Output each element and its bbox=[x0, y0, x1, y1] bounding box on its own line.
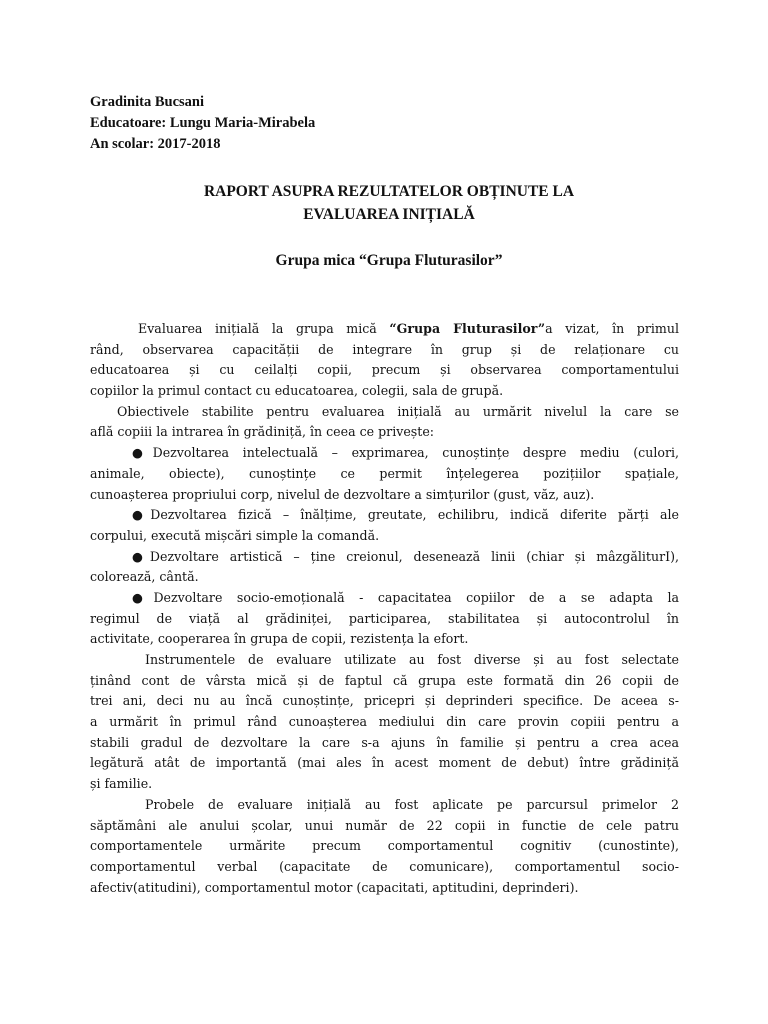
paragraph-line: educatoarea și cu ceilalți copii, precum și observarea comportamentului bbox=[90, 362, 679, 378]
bullet-item-line: colorează, cântă. bbox=[90, 569, 199, 585]
kindergarten-name: Gradinita Bucsani bbox=[90, 94, 205, 110]
report-title bbox=[90, 180, 688, 226]
paragraph-line: Instrumentele de evaluare utilizate au fost diverse și au fost selectate bbox=[145, 652, 679, 667]
bullet-item-line: ●Dezvoltarea fizică – înălțime, greutate, echilibru, indică diferite părți ale bbox=[132, 507, 679, 523]
paragraph-line: săptămâni ale anului școlar, unui număr de 22 copii in functie de cele patru bbox=[90, 817, 679, 833]
paragraph-line: trei ani, deci nu au încă cunoștințe, pricepri și deprinderi specifice. De aceea s- bbox=[90, 693, 679, 709]
report-title-line-2: EVALUAREA INIȚIALĂ bbox=[303, 206, 475, 223]
paragraph-line: a urmărit în primul rând cunoașterea mediului din care provin copiii pentru a bbox=[90, 714, 679, 730]
bullet-item-line: animale, obiecte), cunoștințe ce permit înțelegerea pozițiilor spațiale, bbox=[90, 465, 679, 481]
paragraph-line: află copiii la intrarea în grădiniță, în ceea ce privește: bbox=[90, 424, 435, 440]
text-run: Evaluarea inițială la grupa mică bbox=[138, 321, 390, 336]
bullet-item-line: regimul de viață al grădiniței, participarea, stabilitatea și autocontrolul în bbox=[90, 610, 679, 626]
paragraph-line: afectiv(atitudini), comportamentul motor (capacitati, aptitudini, deprinderi). bbox=[90, 879, 579, 895]
bullet-item-line: ●Dezvoltare artistică – ține creionul, desenează linii (chiar și mâzgăliturI), bbox=[132, 548, 679, 564]
bullet-item-line: ●Dezvoltare socio-emoțională - capacitatea copiilor de a se adapta la bbox=[132, 589, 679, 605]
paragraph-line: stabili gradul de dezvoltare la care s-a ajuns în familie și pentru a crea acea bbox=[90, 734, 679, 750]
bullet-item-line: ●Dezvoltarea intelectuală – exprimarea, cunoștințe despre mediu (culori, bbox=[132, 445, 679, 461]
group-name-bold: “Grupa Fluturasilor” bbox=[389, 321, 546, 336]
paragraph-line: legătură atât de importantă (mai ales în acest moment de debut) între grădiniță bbox=[90, 755, 679, 771]
text-run: a vizat, în primul bbox=[545, 321, 679, 336]
paragraph-line: Obiectivele stabilite pentru evaluarea inițială au urmărit nivelul la care se bbox=[117, 403, 679, 419]
bullet-item-line: activitate, cooperarea în grupa de copii, rezistența la efort. bbox=[90, 631, 469, 647]
report-title-line-1: RAPORT ASUPRA REZULTATELOR OBȚINUTE LA bbox=[203, 183, 575, 200]
paragraph-line: și familie. bbox=[90, 776, 153, 792]
document-header bbox=[90, 92, 315, 155]
school-year: An scolar: 2017-2018 bbox=[90, 136, 221, 152]
bullet-item-line: corpului, execută mișcări simple la comandă. bbox=[90, 527, 380, 543]
paragraph-line: comportamentul verbal (capacitate de comunicare), comportamentul socio- bbox=[90, 858, 679, 874]
paragraph-line: copiilor la primul contact cu educatoarea, colegii, sala de grupă. bbox=[90, 383, 504, 399]
paragraph-line: comportamentele urmărite precum comportamentul cognitiv (cunostinte), bbox=[90, 838, 679, 854]
bullet-item-line: cunoașterea propriului corp, nivelul de dezvoltare a simțurilor (gust, văz, auz). bbox=[90, 486, 595, 502]
paragraph-line bbox=[90, 319, 679, 340]
group-subtitle: Grupa mica “Grupa Fluturasilor” bbox=[275, 252, 503, 269]
report-body bbox=[90, 319, 679, 898]
paragraph-line: ținând cont de vârsta mică și de faptul că grupa este formată din 26 copii de bbox=[90, 672, 679, 688]
paragraph-line: Probele de evaluare inițială au fost aplicate pe parcursul primelor 2 bbox=[145, 796, 679, 812]
teacher-name: Educatoare: Lungu Maria-Mirabela bbox=[90, 115, 316, 131]
paragraph-line: rând, observarea capacității de integrare în grup și de relaționare cu bbox=[90, 341, 679, 357]
